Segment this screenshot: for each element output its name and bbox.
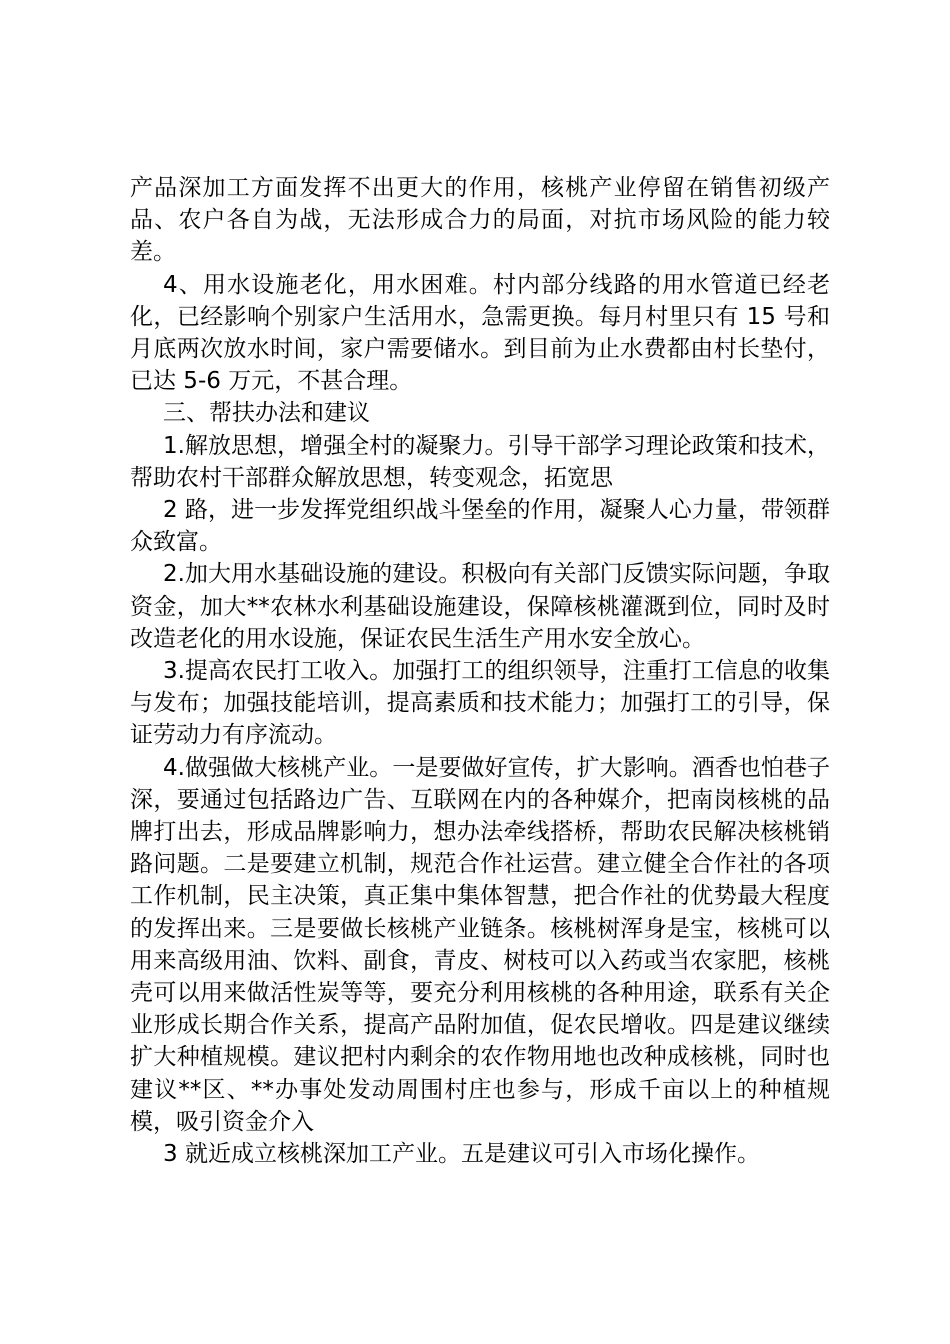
section-heading: 三、帮扶办法和建议 [163, 400, 370, 427]
paragraph-emancipate-thinking: 1.解放思想，增强全村的凝聚力。引导干部学习理论政策和技术，帮助农村干部群众解放思想，转变观念，拓宽思 [130, 432, 830, 491]
paragraph-water-infrastructure: 2.加大用水基础设施的建设。积极向有关部门反馈实际问题，争取资金，加大**农林水利基础设施建设，保障核桃灌溉到位，同时及时改造老化的用水设施，保证农民生活生产用水安全放心。 [130, 561, 830, 652]
paragraph-party-role: 2 路，进一步发挥党组织战斗堡垒的作用，凝聚人心力量，带领群众致富。 [130, 497, 830, 556]
paragraph-intro: 产品深加工方面发挥不出更大的作用，核桃产业停留在销售初级产品、农户各自为战，无法形成合力的局面，对抗市场风险的能力较差。 [130, 175, 830, 266]
paragraph-walnut-industry: 4.做强做大核桃产业。一是要做好宣传，扩大影响。酒香也怕巷子深，要通过包括路边广告、互联网在内的各种媒介，把南岗核桃的品牌打出去，形成品牌影响力，想办法牵线搭桥，帮助农民解决核桃销路问题。二是要建立机制，规范合作社运营。建立健全合作社的各项工作机制，民主决策，真正集中集体智慧，把合作社的优势最大程度的发挥出来。三是要做长核桃产业链条。核桃树浑身是宝，核桃可以用来高级用油、饮料、副食，青皮、树枝可以入药或当农家肥，核桃壳可以用来做活性炭等等，要充分利用核桃的各种用途，联系有关企业形成长期合作关系，提高产品附加值，促农民增收。四是建议继续扩大种植规模。建议把村内剩余的农作物用地也改种成核桃，同时也建议**区、**办事处发动周围村庄也参与，形成千亩以上的种植规模，吸引资金介入 [130, 754, 830, 1135]
paragraph-deep-processing: 3 就近成立核桃深加工产业。五是建议可引入市场化操作。 [163, 1141, 760, 1168]
document-page [130, 172, 830, 1170]
paragraph-labor-income: 3.提高农民打工收入。加强打工的组织领导，注重打工信息的收集与发布；加强技能培训，提高素质和技术能力；加强打工的引导，保证劳动力有序流动。 [130, 658, 830, 749]
paragraph-water-facilities: 4、用水设施老化，用水困难。村内部分线路的用水管道已经老化，已经影响个别家户生活用水，急需更换。每月村里只有 15 号和月底两次放水时间，家户需要储水。到目前为止水费都由村长垫付，已达 5-6 万元，不甚合理。 [130, 271, 830, 395]
